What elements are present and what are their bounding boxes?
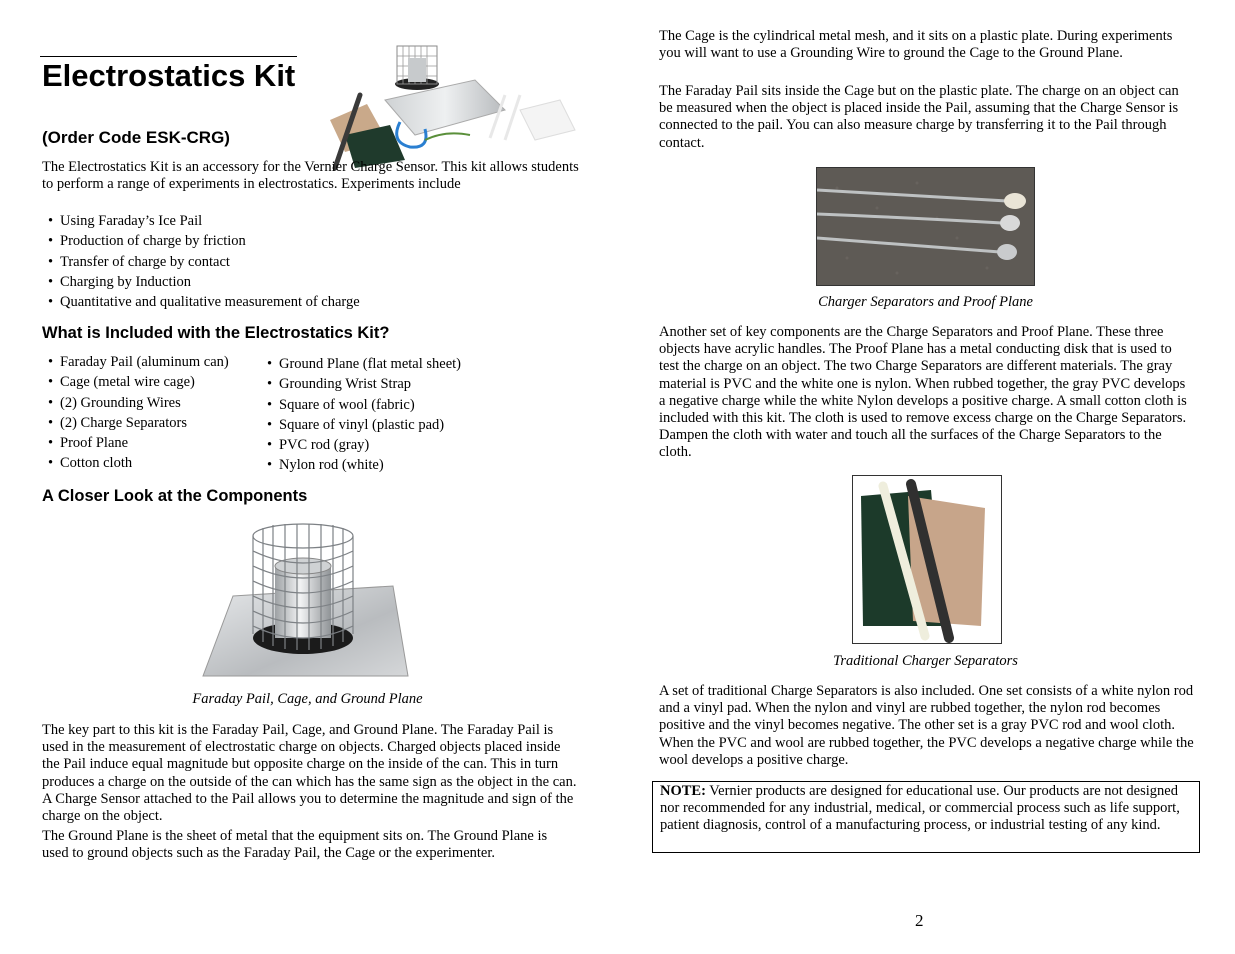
traditional-separators-photo [852,475,1002,644]
note-box [652,781,1200,853]
key-part-paragraph: The key part to this kit is the Faraday Pail, Cage, and Ground Plane. The Faraday Pail is used in the measurement of electrostatic charge on objects. Charged objects placed inside the Pail induce equal magnitude but opposite charge on the inside of the can. This in turn produces a charge on the outside of the can which has the same sign as the object in the can. A Charge Sensor attached to the Pail allows you to determine the magnitude and sign of the charge on the object. [42,722,577,825]
order-code: (Order Code ESK-CRG) [42,128,230,147]
list-item: • Ground Plane (flat metal sheet) [261,354,521,374]
included-list-right [261,354,521,476]
charge-separators-photo [816,167,1035,286]
page-title: Electrostatics Kit [42,58,296,93]
faraday-pail-photo [193,516,411,682]
list-item: • Grounding Wrist Strap [261,374,521,394]
separators-caption: Charger Separators and Proof Plane [818,294,1033,310]
list-item: • Using Faraday’s Ice Pail [42,211,562,231]
list-item: • PVC rod (gray) [261,435,521,455]
intro-paragraph: The Electrostatics Kit is an accessory for the Vernier Charge Sensor. This kit allows students to perform a range of experiments in electrostatics. Experiments include [42,159,579,193]
list-item: • Quantitative and qualitative measurement of charge [42,292,562,312]
section-heading-closer-look: A Closer Look at the Components [42,487,308,505]
list-item: • Charging by Induction [42,272,562,292]
included-list-left [42,352,272,474]
kit-photo [305,40,585,175]
traditional-caption: Traditional Charger Separators [833,653,1018,669]
title-rule [40,56,297,57]
list-item: • (2) Grounding Wires [42,393,272,413]
charge-separators-paragraph: Another set of key components are the Charge Separators and Proof Plane. These three objects have acrylic handles. The Proof Plane has a metal conducting disk that is used to test the charge on an object. The two Charge Separators are different materials. The gray material is PVC and the white one is nylon. When rubbed together, the gray PVC develops a negative charge while the white Nylon develops a positive charge. A small cotton cloth is included with this kit. The cloth is used to remove excess charge on the Charge Separators. Dampen the cloth with water and touch all the surfaces of the Charge Separators to the cloth. [659,324,1187,461]
note-label: NOTE: [660,783,706,799]
list-item: • Cage (metal wire cage) [42,372,272,392]
list-item: • Transfer of charge by contact [42,252,562,272]
list-item: • Production of charge by friction [42,231,562,251]
faraday-pail-paragraph: The Faraday Pail sits inside the Cage but on the plastic plate. The charge on an object can be measured when the object is placed inside the Pail, assuming that the Charge Sensor is connected to the pail. You can also measure charge by transferring it to the Pail through contact. [659,83,1179,151]
page-number: 2 [915,911,924,930]
section-heading-included: What is Included with the Electrostatics Kit? [42,324,390,342]
list-item: • (2) Charge Separators [42,413,272,433]
list-item: • Proof Plane [42,433,272,453]
cage-paragraph: The Cage is the cylindrical metal mesh, and it sits on a plastic plate. During experiments you will want to use a Grounding Wire to ground the Cage to the Ground Plane. [659,28,1173,62]
list-item: • Square of vinyl (plastic pad) [261,415,521,435]
note-text: Vernier products are designed for educational use. Our products are not designed nor recommended for any industrial, medical, or commercial process such as life support, patient diagnosis, control of a manufacturing process, or industrial testing of any kind. [660,783,1180,834]
list-item: • Square of wool (fabric) [261,395,521,415]
experiments-list [42,211,562,312]
list-item: • Nylon rod (white) [261,455,521,475]
list-item: • Cotton cloth [42,453,272,473]
list-item: • Faraday Pail (aluminum can) [42,352,272,372]
traditional-separators-paragraph: A set of traditional Charge Separators is also included. One set consists of a white nylon rod and a vinyl pad. When the nylon and vinyl are rubbed together, the nylon rod becomes positive and the vinyl becomes negative. The other set is a gray PVC rod and wool cloth. When the PVC and wool are rubbed together, the PVC develops a negative charge while the wool develops a positive charge. [659,683,1194,768]
ground-plane-paragraph: The Ground Plane is the sheet of metal that the equipment sits on. The Ground Plane is used to ground objects such as the Faraday Pail, the Cage or the experimenter. [42,828,548,862]
faraday-caption: Faraday Pail, Cage, and Ground Plane [192,691,423,707]
